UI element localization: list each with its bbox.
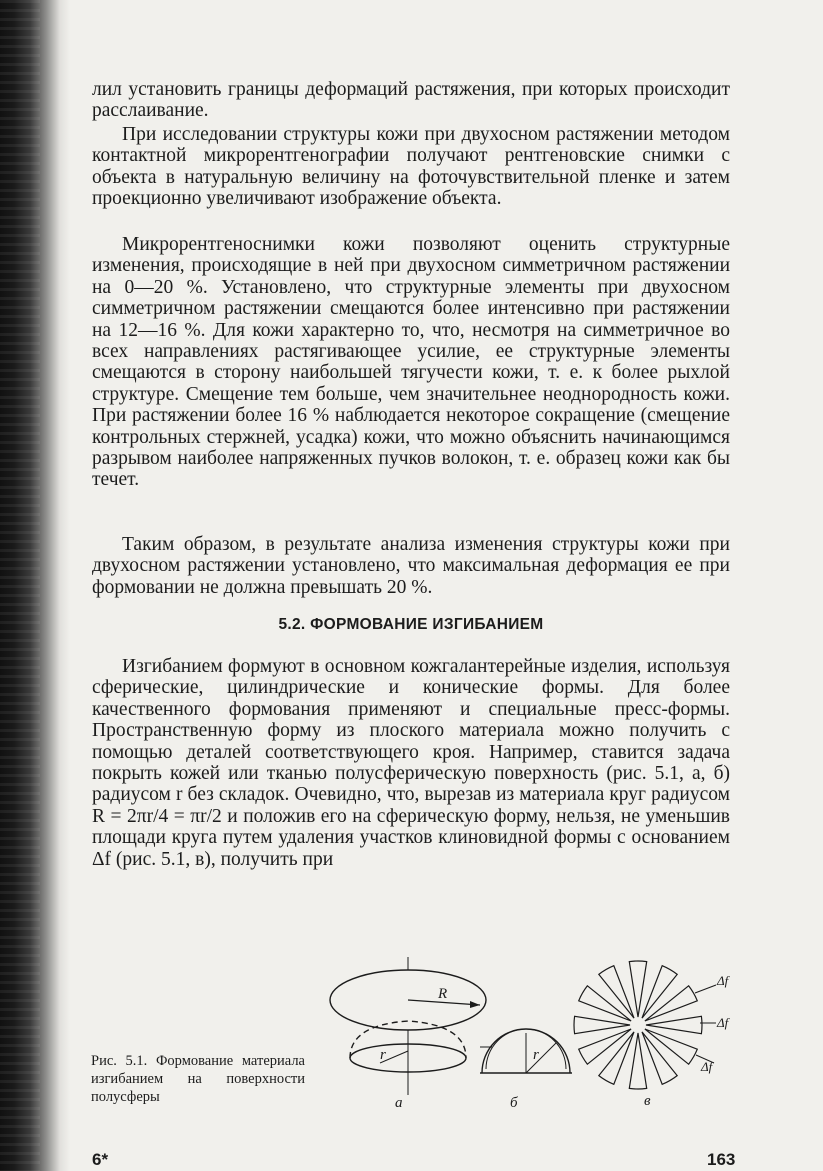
label-b: б — [510, 1095, 518, 1111]
paragraph-2: При исследовании структуры кожи при двухосном растяжении методом контактной микрорентгенографии получают рентгеновские снимки с объекта в натуральную величину на фоточувствительной пленке и затем проекционно увеличивают изображение объекта. — [92, 124, 730, 210]
label-r-b: r — [533, 1047, 539, 1063]
paragraph-5: Изгибанием формуют в основном кожгалантерейные изделия, используя сферические, цилиндрические и конические формы. Для более качественного формования применяют и специальные пресс-формы. Пространственную форму из плоского материала можно получить с помощью деталей соответствующего кроя. Например, ставится задача покрыть кожей или тканью полусферическую поверхность (рис. 5.1, а, б) радиусом r без складок. Очевидно, что, вырезав из материала круг радиусом R = 2πr/4 = πr/2 и положив его на сферическую форму, нельзя, не уменьшив площади круга путем удаления участков клиновидной формы с основанием Δf (рис. 5.1, в), получить при — [92, 656, 730, 870]
petal-segment — [629, 1033, 646, 1089]
section-heading: 5.2. ФОРМОВАНИЕ ИЗГИБАНИЕМ — [278, 616, 544, 633]
label-df-3: Δf — [701, 1059, 713, 1074]
petal-segment — [629, 961, 646, 1017]
label-r-a: r — [380, 1047, 386, 1063]
label-v: в — [644, 1093, 651, 1109]
diagram-a — [330, 957, 486, 1095]
paragraph-4: Таким образом, в результате анализа изменения структуры кожи при двухосном растяжении установлено, что максимальная деформация ее при формовании не должна превышать 20 %. — [92, 534, 730, 598]
diagram-v — [574, 961, 702, 1089]
label-df-1: Δf — [717, 973, 729, 988]
label-R: R — [438, 986, 448, 1002]
signature-mark: 6* — [92, 1150, 109, 1169]
figure-caption: Рис. 5.1. Формование материала изгибанием на поверхности полусферы — [91, 1053, 305, 1105]
paragraph-1: лил установить границы деформаций растяжения, при которых происходит расслаивание. — [92, 79, 730, 122]
petal-segment — [646, 1016, 702, 1033]
figure-5-1 — [320, 955, 740, 1115]
diagram-b — [480, 1029, 572, 1073]
page-number: 163 — [707, 1150, 736, 1169]
label-a: а — [395, 1095, 403, 1111]
paragraph-3: Микрорентгеноснимки кожи позволяют оценить структурные изменения, происходящие в ней при двухосном симметричном растяжении на 0—20 %. Установлено, что структурные элементы при двухосном симметричном растяжении смещаются более интенсивно при растяжении на 12—16 %. Для кожи характерно то, что, несмотря на симметричное во всех направлениях растягивающее усилие, ее структурные элементы смещаются в сторону наибольшей тягучести кожи, т. е. к более рыхлой структуре. Смещение тем больше, чем значительнее неоднородность кожи. При растяжении более 16 % наблюдается некоторое сокращение (смещение контрольных стержней, усадка) кожи, что можно объяснить начинающимся разрывом наиболее напряженных пучков волокон, т. е. образец кожи как бы течет. — [92, 234, 730, 491]
scan-binding-edge — [0, 0, 70, 1171]
petal-segment — [574, 1016, 630, 1033]
label-df-2: Δf — [717, 1015, 729, 1030]
